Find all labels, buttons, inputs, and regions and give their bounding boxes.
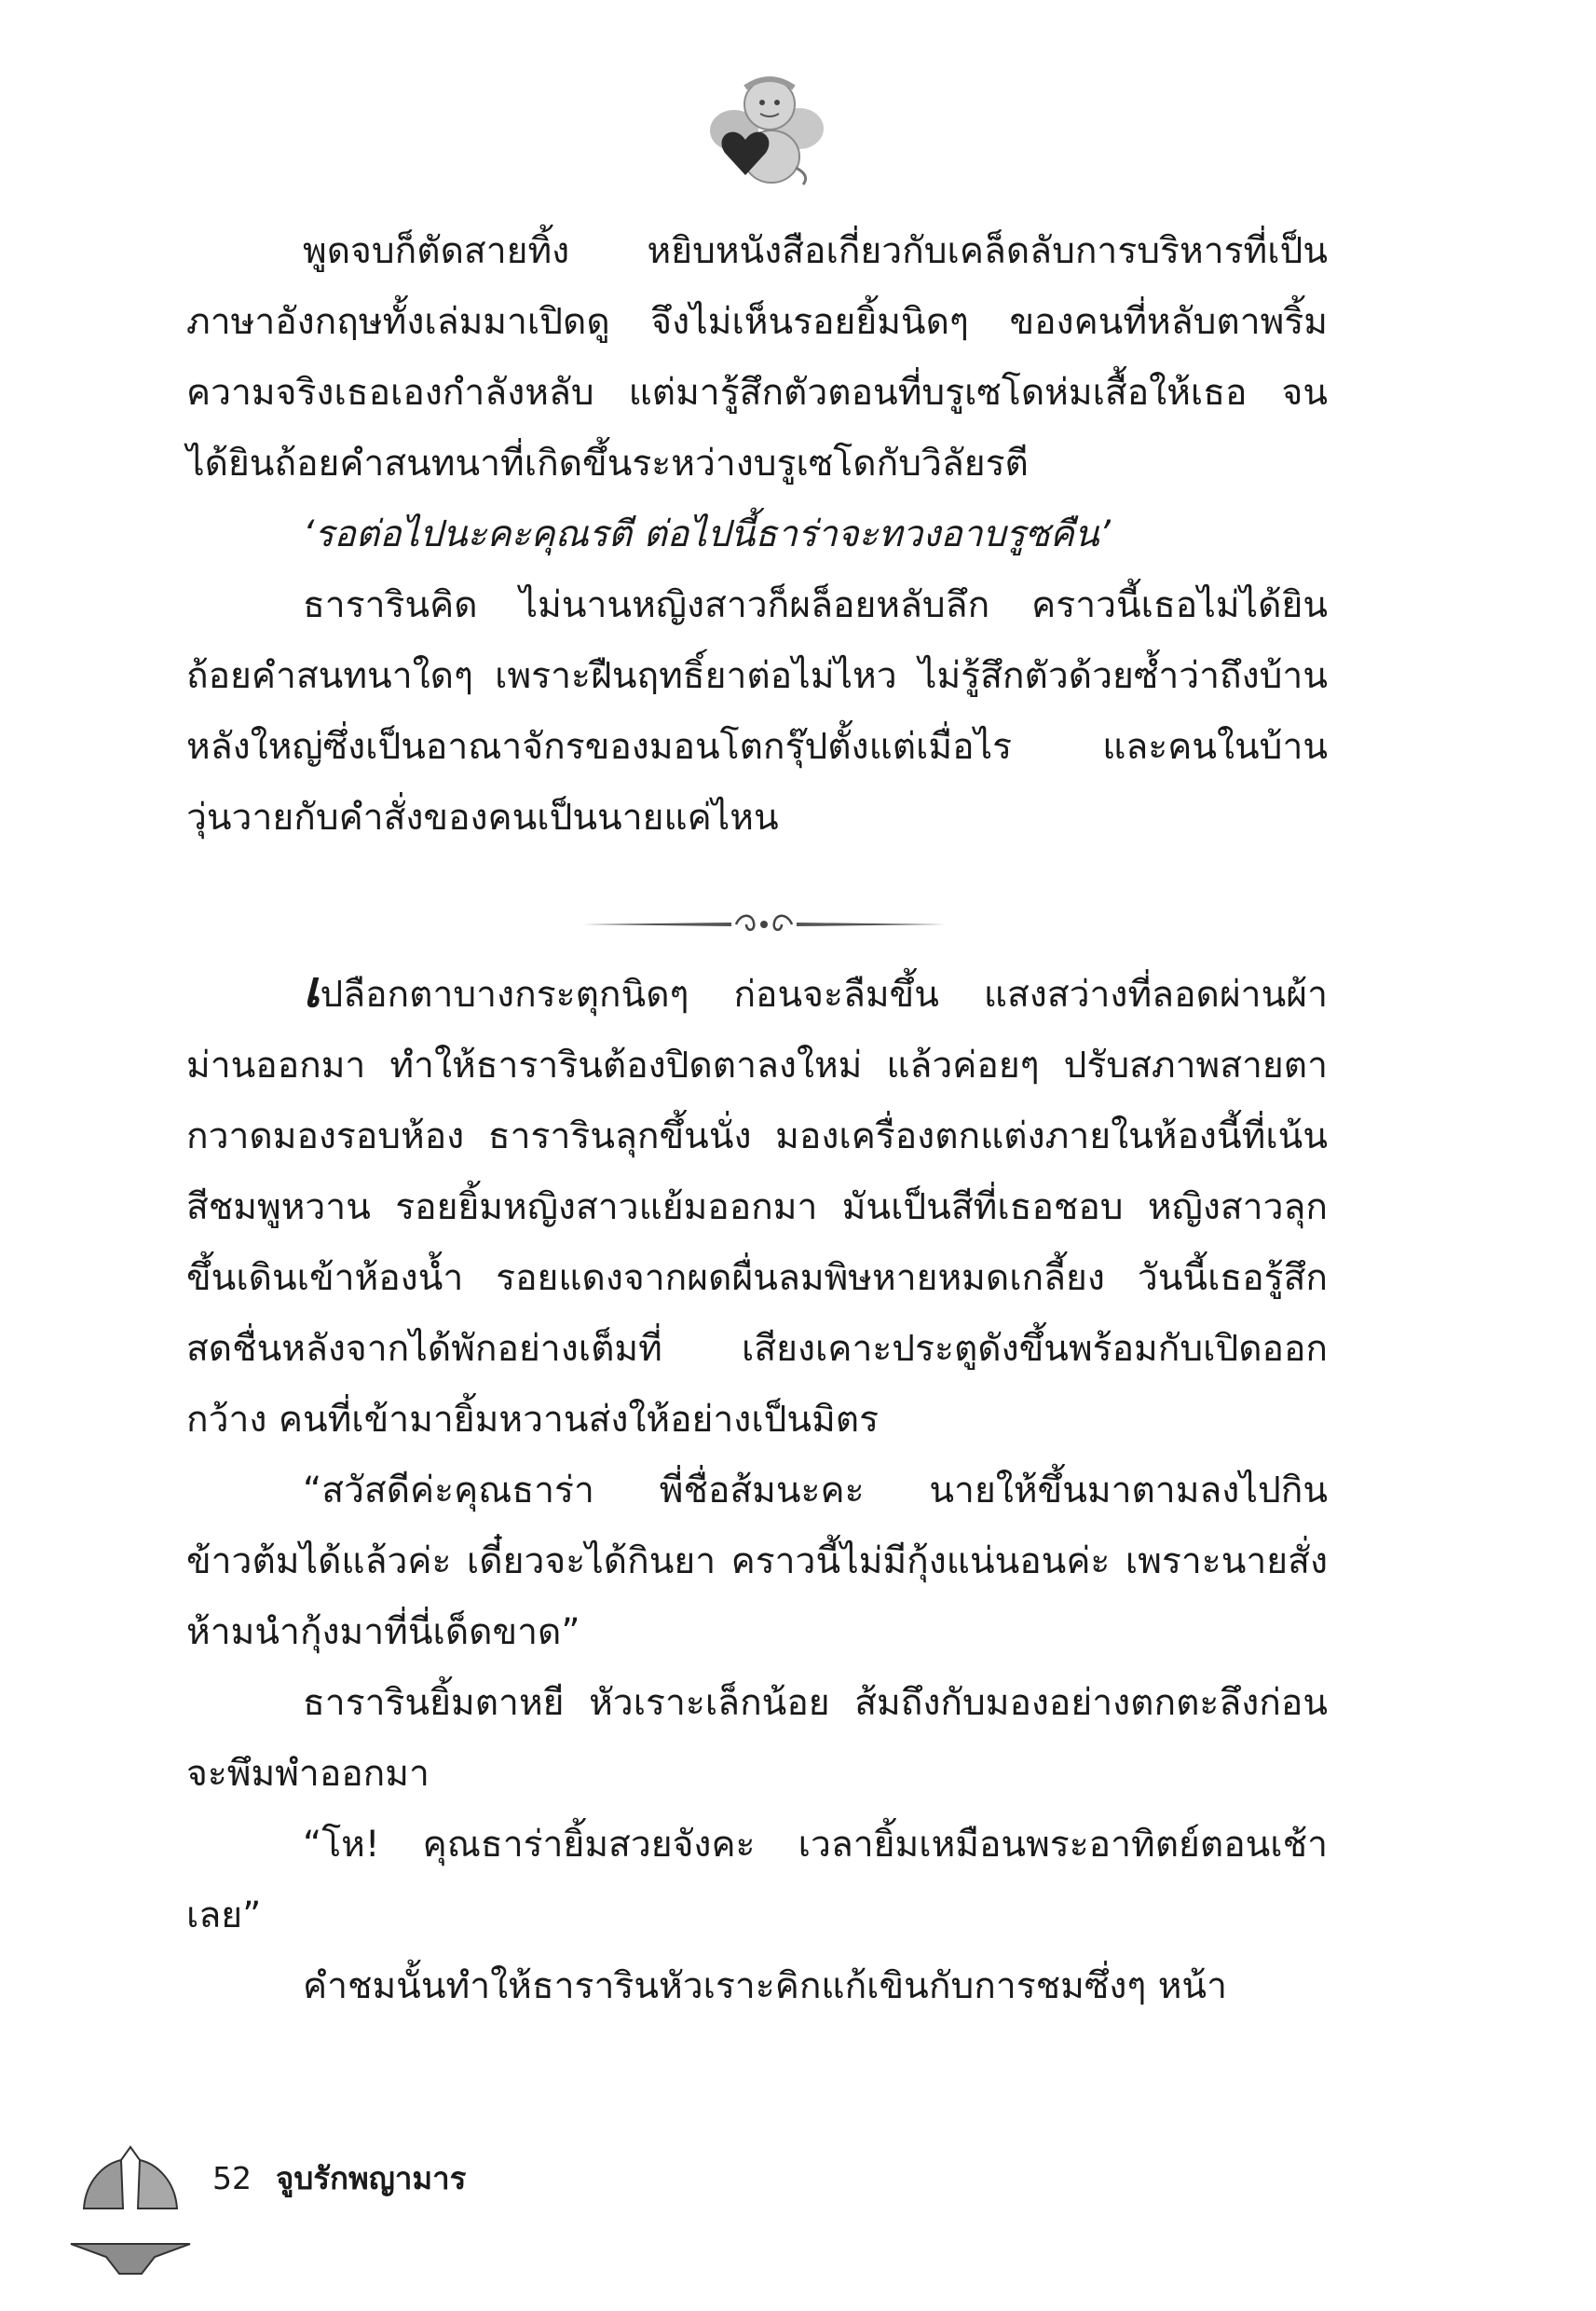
scroll-flourish-divider	[582, 906, 946, 943]
page-footer	[212, 2160, 466, 2197]
lingerie-set-icon	[65, 2143, 196, 2278]
paragraph-text: ปลือกตาบางกระตุกนิดๆ ก่อนจะลืมขึ้น แสงสว่างที่ลอดผ่านผ้าม่านออกมา ทำให้ธารารินต้องปิดตาลงใหม่ แล้วค่อยๆ ปรับสภาพสายตากวาดมองรอบห้อง ธารารินลุกขึ้นนั่ง มองเครื่องตกแต่งภายในห้องนี้ที่เน้นสีชมพูหวาน รอยยิ้มหญิงสาวแย้มออกมา มันเป็นสีที่เธอชอบ หญิงสาวลุกขึ้นเดินเข้าห้องน้ำ รอยแดงจากผดผื่นลมพิษหายหมดเกลี้ยง วันนี้เธอรู้สึกสดชื่นหลังจากได้พักอย่างเต็มที่ เสียงเคาะประตูดังขึ้นพร้อมกับเปิดออกกว้าง คนที่เข้ามายิ้มหวานส่งให้อย่างเป็นมิตร	[186, 974, 1328, 1441]
paragraph: ธารารินคิด ไม่นานหญิงสาวก็ผล็อยหลับลึก คราวนี้เธอไม่ได้ยินถ้อยคำสนทนาใดๆ เพราะฝืนฤทธิ์ยาต่อไม่ไหว ไม่รู้สึกตัวด้วยซ้ำว่าถึงบ้านหลังใหญ่ซึ่งเป็นอาณาจักรของมอนโตกรุ๊ปตั้งแต่เมื่อไร และคนในบ้านวุ่นวายกับคำสั่งของคนเป็นนายแค่ไหน	[186, 584, 1328, 839]
book-title: จูบรักพญามาร	[276, 2160, 467, 2196]
text-block-before-break	[186, 216, 1328, 854]
cupid-with-heart-icon	[706, 65, 827, 191]
paragraph: “สวัสดีค่ะคุณธาร่า พี่ชื่อส้มนะคะ นายให้ขึ้นมาตามลงไปกินข้าวต้มได้แล้วค่ะ เดี๋ยวจะได้กินยา คราวนี้ไม่มีกุ้งแน่นอนค่ะ เพราะนายสั่งห้ามนำกุ้งมาที่นี่เด็ดขาด”	[186, 1470, 1328, 1653]
paragraph: “โห! คุณธาร่ายิ้มสวยจังคะ เวลายิ้มเหมือนพระอาทิตย์ตอนเช้าเลย”	[186, 1824, 1328, 1936]
opening-paragraph	[186, 960, 1328, 1456]
paragraph: ธารารินยิ้มตาหยี หัวเราะเล็กน้อย ส้มถึงกับมองอย่างตกตะลึงก่อนจะพึมพำออกมา	[186, 1682, 1328, 1795]
drop-cap: เ	[303, 960, 321, 1019]
page-number: 52	[212, 2160, 252, 2196]
paragraph: พูดจบก็ตัดสายทิ้ง หยิบหนังสือเกี่ยวกับเคล็ดลับการบริหารที่เป็นภาษาอังกฤษทั้งเล่มมาเปิดดู จึงไม่เห็นรอยยิ้มนิดๆ ของคนที่หลับตาพริ้ม ความจริงเธอเองกำลังหลับ แต่มารู้สึกตัวตอนที่บรูเซโดห่มเสื้อให้เธอ จนได้ยินถ้อยคำสนทนาที่เกิดขึ้นระหว่างบรูเซโดกับวิลัยรตี	[186, 230, 1328, 485]
paragraph: คำชมนั้นทำให้ธารารินหัวเราะคิกแก้เขินกับการชมซึ่งๆ หน้า	[303, 1965, 1227, 2007]
italic-thought: ‘รอต่อไปนะคะคุณรตี ต่อไปนี้ธาร่าจะทวงอาบรูซคืน’	[303, 513, 1111, 555]
text-block-after-break	[186, 960, 1328, 2022]
